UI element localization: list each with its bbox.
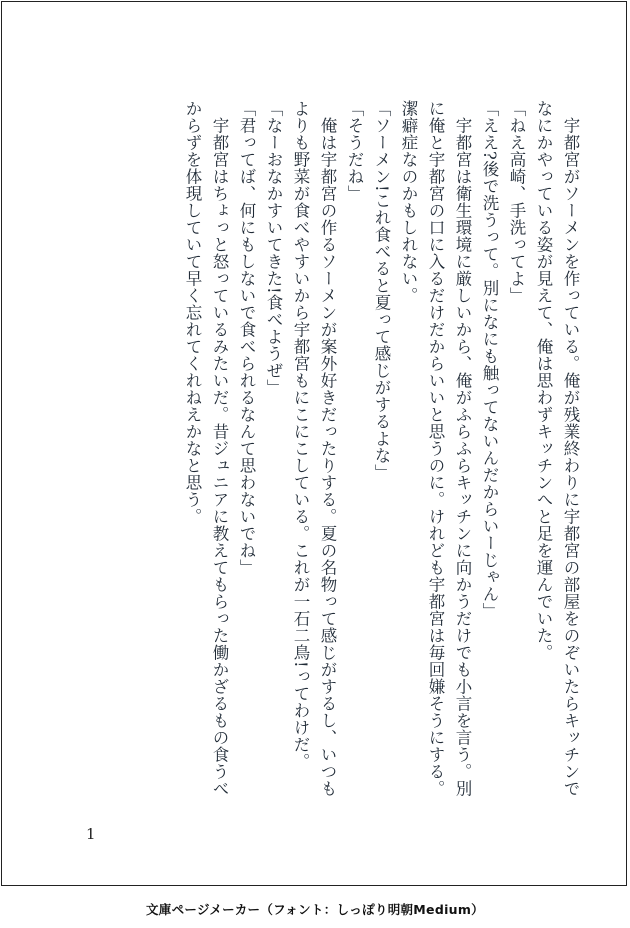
paragraph: 「そうだね」 — [345, 100, 364, 202]
paragraph: 俺は宇都宮の作るソーメンが案外好きだったりする。夏の名物って感じがするし、いつもよりも野菜が食べやすいから宇都宮もにこにこしている。これが一石二鳥!ってわけだ。 — [291, 100, 337, 797]
footer-caption: 文庫ページメーカー（フォント：しっぽり明朝Medium） — [146, 902, 484, 917]
paragraph: 「ええ?後で洗うって。別になにも触ってないんだからいーじゃん」 — [480, 100, 499, 620]
paragraph: 宇都宮がソーメンを作っている。俺が残業終わりに宇都宮の部屋をのぞいたらキッチンでなにかやっている姿が見えて、俺は思わずキッチンへと足を運んでいた。 — [534, 100, 580, 797]
body-text — [69, 100, 584, 800]
paragraph: 「ねえ高崎、手洗ってよ」 — [507, 100, 526, 304]
page-number: 1 — [86, 825, 96, 843]
paragraph: 宇都宮はちょっと怒っているみたいだ。昔ジュニアに教えてもらった働かざるもの食うべからずを体現していて早く忘れてくれねえかなと思う。 — [183, 100, 229, 797]
paragraph: 「君ってば、何にもしないで食べられるなんて思わないでね」 — [237, 100, 256, 576]
paragraph: 宇都宮は衛生環境に厳しいから、俺がふらふらキッチンに向かうだけでも小言を言う。別に俺と宇都宮の口に入るだけだからいいと思うのに。けれども宇都宮は毎回嫌そうにする。潔癖症なのかもしれない。 — [399, 100, 472, 797]
paragraph: 「なーおなかすいてきた!食べようぜ」 — [264, 100, 283, 397]
book-page — [1, 1, 627, 886]
paragraph: 「ソーメン!これ食べると夏って感じがするよな」 — [372, 100, 391, 482]
